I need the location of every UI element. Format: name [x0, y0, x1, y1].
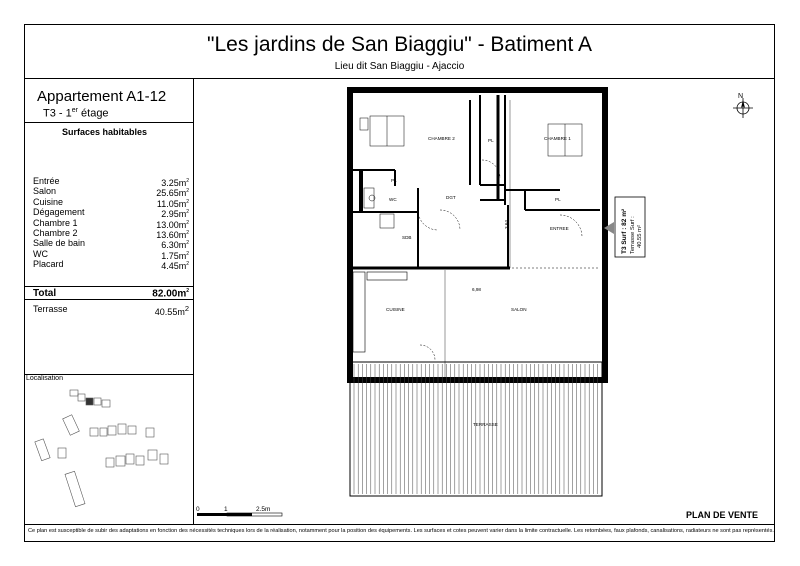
label-pl3: PL: [555, 197, 561, 202]
nightstand: [360, 118, 368, 130]
building-block: [106, 458, 114, 467]
building-block: [108, 426, 116, 435]
outer-wall: [350, 90, 605, 380]
room-area-value: 13.60m: [156, 229, 187, 240]
label-cuisine: CUISINE: [386, 307, 405, 312]
total-value: 82.00m: [152, 288, 187, 300]
room-name: Dégagement: [33, 207, 85, 218]
surface-note-line1: T3 Surf : 82 m²: [621, 208, 628, 254]
page-title: "Les jardins de San Biaggiu" - Batiment A: [207, 33, 592, 56]
kitchen-counter: [353, 272, 365, 352]
room-area-value: 4.45m: [161, 261, 187, 272]
floor-plan: [330, 80, 630, 500]
building-block: [70, 390, 78, 396]
building-block: [63, 415, 80, 436]
page-subtitle: Lieu dit San Biaggiu - Ajaccio: [334, 61, 465, 72]
building-block: [136, 456, 144, 465]
total-row: [33, 288, 189, 299]
apartment-type-text: T3 - 1: [43, 107, 72, 120]
label-entree: ENTREE: [550, 226, 569, 231]
unit-sup: 2: [186, 188, 189, 195]
scale-tick-2: 2.5m: [256, 506, 271, 513]
building-block: [35, 439, 50, 461]
disclaimer-text: Ce plan est susceptible de subir des adaptations en fonction des nécessités techniques lors de la réalisation, notamment pour la position des équipements. Les surfaces et cotes peuvent varier dans la limite contractuelle. Les retombées, faux plafonds, canalisations, radiateurs ne sont pas représentés.: [28, 528, 774, 534]
room-row-cuisine: [33, 197, 189, 207]
localisation-map: [28, 384, 188, 514]
unit-sup: 2: [186, 178, 189, 184]
room-name: Entrée: [33, 176, 60, 186]
surface-note: [614, 196, 646, 258]
shower-tray: [380, 214, 394, 228]
door-swing: [440, 210, 460, 230]
surface-note-line3: 40.55 m²: [637, 225, 643, 248]
room-area: [157, 197, 189, 207]
total-label: Total: [33, 288, 57, 299]
dimension-vertical: 3,64: [504, 220, 509, 229]
terrasse-row: [33, 304, 189, 317]
label-chambre1: CHAMBRE 1: [544, 136, 571, 141]
room-area: [161, 207, 189, 220]
door-swing: [418, 210, 438, 230]
room-area: [156, 218, 189, 228]
unit-sup: 2: [186, 198, 189, 205]
unit-sup: 2: [186, 240, 189, 247]
terrasse-label: Terrasse: [33, 304, 68, 314]
building-block: [160, 454, 168, 464]
room-row-degagement: [33, 207, 189, 220]
unit-sup: 2: [186, 229, 189, 236]
terrasse-value: 40.55m: [154, 307, 185, 317]
room-area-value: 11.05m: [156, 198, 187, 209]
room-area: [156, 228, 189, 238]
building-block: [128, 426, 136, 434]
scale-tick-0: 0: [196, 506, 200, 513]
door-swing: [420, 345, 435, 360]
unit-sup: 2: [186, 219, 189, 226]
building-block: [94, 398, 101, 405]
kitchen-counter: [367, 272, 407, 280]
unit-sup: 2: [184, 304, 189, 313]
building-block: [126, 454, 134, 464]
room-name: Placard: [33, 259, 64, 270]
terrasse-area: [155, 304, 189, 317]
floor-word: étage: [77, 107, 109, 120]
room-area: [156, 186, 189, 199]
info-divider: [24, 122, 194, 123]
total-area: [152, 288, 189, 299]
room-name: Cuisine: [33, 196, 64, 207]
room-name: WC: [33, 248, 48, 259]
room-name: Salon: [33, 186, 57, 197]
room-area-value: 25.65m: [156, 188, 187, 199]
room-area: [161, 249, 189, 259]
room-area-value: 6.30m: [161, 240, 187, 251]
building-block: [65, 471, 85, 506]
scale-tick-1: 1: [224, 506, 228, 513]
room-row-salon: [33, 186, 189, 199]
surfaces-title: Surfaces habitables: [62, 127, 148, 137]
label-wc: WC: [389, 197, 397, 202]
plan-de-vente-label: PLAN DE VENTE: [686, 510, 759, 520]
room-name: Chambre 2: [33, 227, 78, 238]
footer-divider: [24, 524, 775, 525]
building-block: [116, 456, 125, 466]
compass-label: N: [738, 93, 744, 100]
building-block: [100, 428, 107, 436]
unit-sup: 2: [186, 250, 189, 257]
building-current: [86, 398, 93, 405]
building-block: [102, 400, 110, 407]
scale-bar: [196, 505, 286, 521]
room-area-value: 3.25m: [161, 178, 187, 188]
room-row-chambre2: [33, 228, 189, 238]
room-area-value: 2.95m: [161, 209, 187, 220]
localisation-label: Localisation: [26, 375, 63, 382]
floor-superscript: er: [71, 107, 78, 114]
room-name: Salle de bain: [33, 238, 86, 249]
label-sdb: SDB: [402, 235, 412, 240]
room-row-wc: [33, 249, 189, 259]
terrasse-hatching: [354, 364, 598, 494]
label-chambre2: CHAMBRE 2: [428, 136, 455, 141]
scale-segment: [197, 513, 227, 516]
room-area: [161, 259, 189, 272]
building-block: [118, 424, 126, 434]
unit-sup: 2: [186, 209, 189, 216]
compass-icon: [728, 90, 758, 122]
building-block: [146, 428, 154, 437]
label-pl1: PL: [391, 178, 397, 183]
scale-segment: [227, 513, 252, 516]
apartment-type: [43, 107, 109, 120]
room-row-chambre1: [33, 218, 189, 228]
unit-sup: 2: [186, 261, 189, 268]
room-area-value: 13.00m: [156, 219, 187, 230]
room-row-entree: [33, 176, 189, 186]
unit-sup: 2: [186, 288, 189, 294]
room-area: [161, 176, 189, 186]
dimension-horizontal: 6,98: [472, 287, 481, 292]
surface-note-line2: Terrasse Surf :: [630, 216, 636, 254]
room-area-value: 1.75m: [161, 250, 187, 261]
building-block: [148, 450, 157, 460]
apartment-name: Appartement A1-12: [37, 88, 167, 105]
building-block: [90, 428, 98, 436]
room-name: Chambre 1: [33, 217, 78, 228]
room-area: [161, 238, 189, 251]
label-salon: SALON: [511, 307, 527, 312]
room-row-placard: [33, 259, 189, 272]
building-block: [58, 448, 66, 458]
label-dgt: DGT: [446, 195, 456, 200]
label-terrasse: TERRASSE: [473, 422, 498, 427]
room-list: [33, 176, 189, 270]
label-pl2: PL: [488, 138, 494, 143]
room-row-sdb: [33, 238, 189, 251]
building-block: [78, 394, 85, 401]
